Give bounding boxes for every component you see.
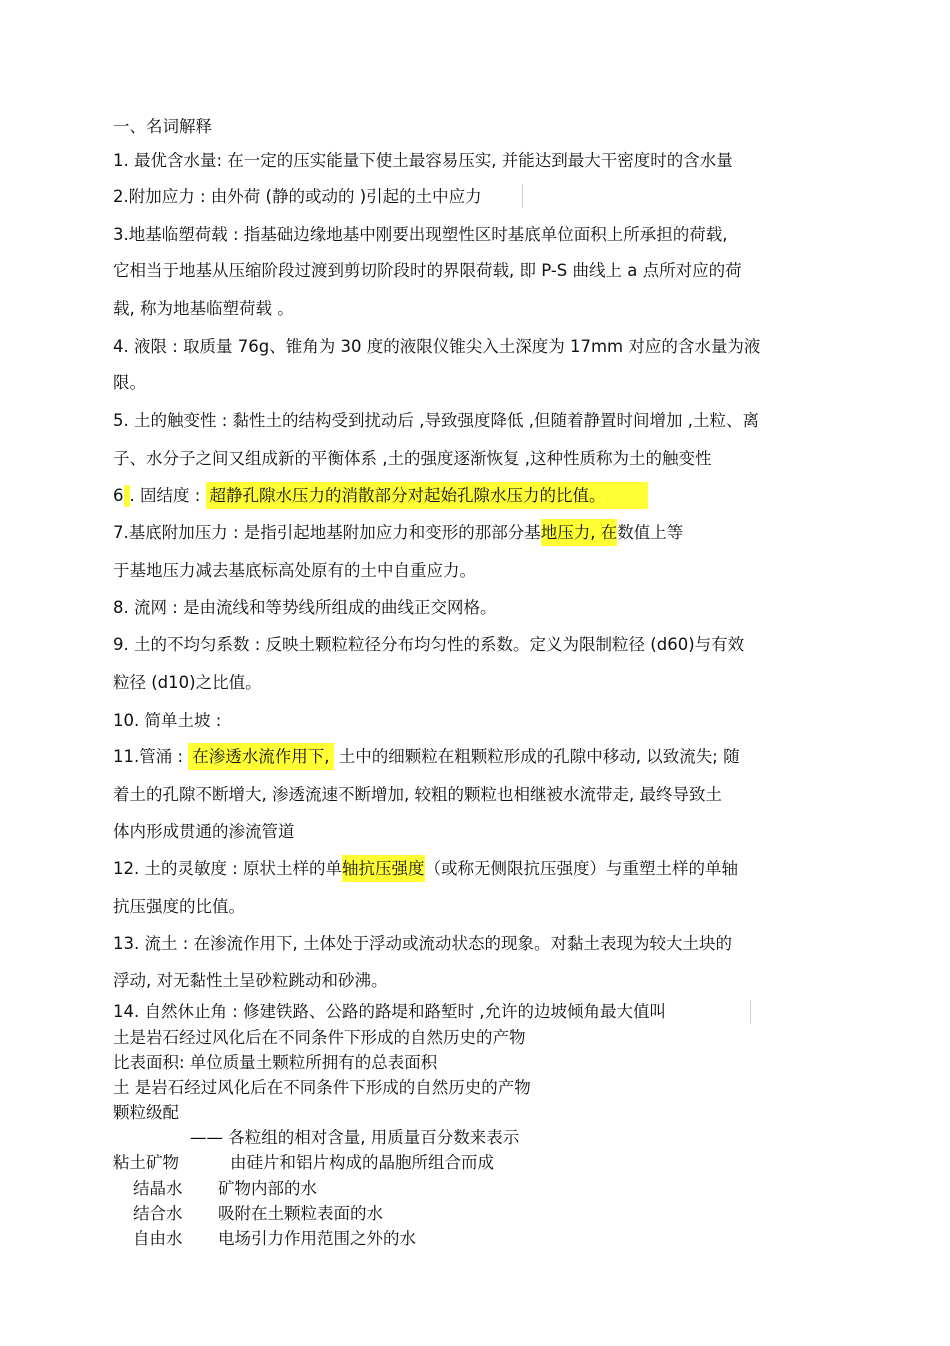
note-clay-mineral-definition: 由硅片和铝片构成的晶胞所组合而成	[230, 1153, 494, 1172]
term-10: 10. 简单土坡 :	[113, 711, 222, 730]
term-7-highlight: 地压力, 在	[541, 519, 618, 546]
term-14: 14. 自然休止角 : 修建铁路、公路的路堤和路堑时 ,允许的边坡倾角最大值叫	[113, 1002, 667, 1021]
term-5-line2: 子、水分子之间又组成新的平衡体系 ,土的强度逐渐恢复 ,这种性质称为土的触变性	[113, 449, 712, 468]
water-type-2-definition: 吸附在土颗粒表面的水	[218, 1204, 383, 1223]
term-1: 1. 最优含水量: 在一定的压实能量下使土最容易压实, 并能达到最大干密度时的含水量	[113, 151, 733, 170]
term-11-line2: 着土的孔隙不断增大, 渗透流速不断增加, 较粗的颗粒也相继被水流带走, 最终导致土	[113, 785, 722, 804]
note-specific-surface: 比表面积: 单位质量土颗粒所拥有的总表面积	[113, 1053, 438, 1072]
term-3-line3: 载, 称为地基临塑荷载 。	[113, 299, 294, 318]
term-4-line2: 限。	[113, 373, 146, 392]
term-6-label: . 固结度 :	[129, 486, 206, 505]
term-5-line1: 5. 土的触变性 : 黏性土的结构受到扰动后 ,导致强度降低 ,但随着静置时间增加 ,土粒、离	[113, 411, 760, 430]
term-3-line2: 它相当于地基从压缩阶段过渡到剪切阶段时的界限荷载, 即 P-S 曲线上 a 点所对应的荷	[113, 261, 742, 280]
water-type-1-definition: 矿物内部的水	[218, 1179, 317, 1198]
term-11-suffix: 土中的细颗粒在粗颗粒形成的孔隙中移动, 以致流失; 随	[333, 747, 740, 766]
term-11-line3: 体内形成贯通的渗流管道	[113, 822, 295, 841]
term-12-line1	[113, 858, 738, 880]
divider-bar	[522, 184, 523, 208]
term-8: 8. 流网 : 是由流线和等势线所组成的曲线正交网格。	[113, 598, 497, 617]
term-2: 2.附加应力 : 由外荷 (静的或动的 )引起的土中应力	[113, 187, 482, 206]
term-6-number: 6	[113, 486, 124, 505]
term-13-line1: 13. 流土 : 在渗流作用下, 土体处于浮动或流动状态的现象。对黏土表现为较大土块的	[113, 934, 733, 953]
term-11-line1	[113, 746, 740, 768]
term-9-line2: 粒径 (d10)之比值。	[113, 673, 262, 692]
term-12-suffix: （或称无侧限抗压强度）与重塑土样的单轴	[424, 859, 739, 878]
term-12-highlight: 轴抗压强度	[342, 855, 425, 882]
term-7-suffix: 数值上等	[617, 523, 684, 542]
term-13-line2: 浮动, 对无黏性土呈砂粒跳动和砂沸。	[113, 971, 388, 990]
term-3-line1: 3.地基临塑荷载 : 指基础边缘地基中刚要出现塑性区时基底单位面积上所承担的荷载,	[113, 225, 728, 244]
term-7-line1	[113, 522, 683, 544]
term-12-prefix: 12. 土的灵敏度 : 原状土样的单	[113, 859, 343, 878]
water-type-2-term: 结合水	[133, 1204, 183, 1223]
water-type-3-definition: 电场引力作用范围之外的水	[218, 1229, 416, 1248]
note-grading-term: 颗粒级配	[113, 1103, 179, 1122]
term-11-prefix: 11.管涌 :	[113, 747, 189, 766]
term-11-highlight: 在渗透水流作用下,	[188, 743, 333, 770]
note-clay-mineral-term: 粘土矿物	[113, 1153, 179, 1172]
term-9-line1: 9. 土的不均匀系数 : 反映土颗粒粒径分布均匀性的系数。定义为限制粒径 (d60)与有效	[113, 635, 745, 654]
term-7-prefix: 7.基底附加压力 : 是指引起地基附加应力和变形的那部分基	[113, 523, 541, 542]
water-type-3-term: 自由水	[133, 1229, 183, 1248]
term-4-line1: 4. 液限 : 取质量 76g、锥角为 30 度的液限仪锥尖入土深度为 17mm 对应的含水量为液	[113, 337, 761, 356]
term-6	[113, 485, 648, 507]
note-soil-definition: 土是岩石经过风化后在不同条件下形成的自然历史的产物	[113, 1028, 526, 1047]
term-12-line2: 抗压强度的比值。	[113, 897, 245, 916]
term-6-highlight: 超静孔隙水压力的消散部分对起始孔隙水压力的比值。	[206, 482, 648, 509]
section-heading: 一、名词解释	[113, 117, 212, 136]
water-type-1-term: 结晶水	[133, 1179, 183, 1198]
term-7-line2: 于基地压力减去基底标高处原有的土中自重应力。	[113, 561, 476, 580]
divider-bar	[750, 1000, 751, 1024]
note-soil-definition-2: 土 是岩石经过风化后在不同条件下形成的自然历史的产物	[113, 1078, 531, 1097]
note-grading-definition: —— 各粒组的相对含量, 用质量百分数来表示	[190, 1128, 520, 1147]
